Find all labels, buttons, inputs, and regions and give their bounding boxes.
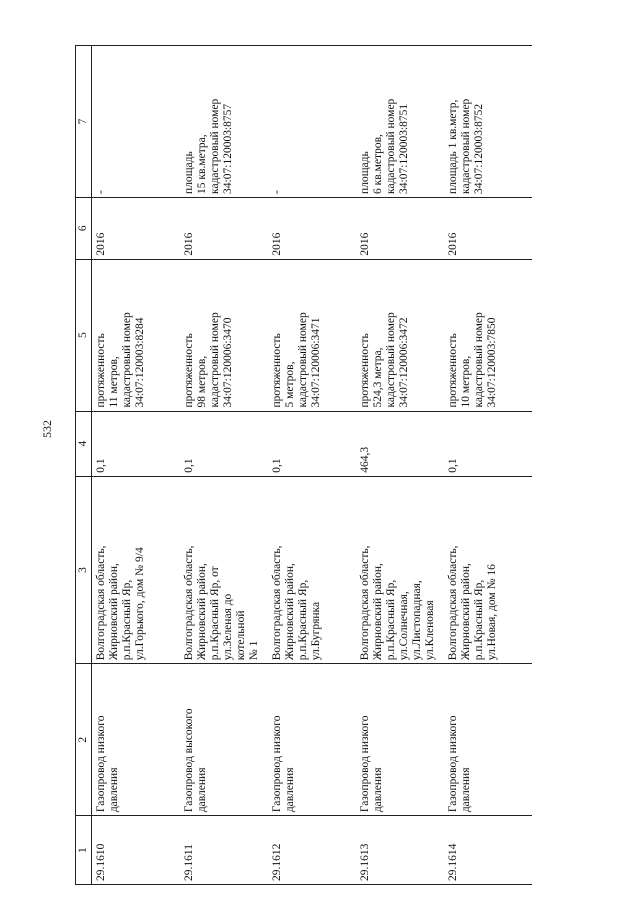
- row-number-cell: 29.1614: [444, 816, 532, 885]
- address-line: Волгоградская область,: [95, 545, 107, 661]
- value-cell: 0,1: [444, 411, 532, 476]
- column-number: 3: [76, 476, 92, 663]
- characteristics-line: 524,3 метра,: [372, 347, 384, 408]
- land-plot-cell: [444, 46, 532, 198]
- land-plot-cell: [268, 46, 356, 198]
- address-line: ул.Солнечная,: [398, 591, 410, 661]
- value-cell: 0,1: [92, 411, 181, 476]
- column-number: 7: [76, 46, 92, 198]
- object-name-line: Газопровод низкого: [95, 715, 107, 813]
- address-line: р.п.Красный Яр,: [385, 579, 397, 661]
- object-name-line: Газопровод низкого: [447, 715, 459, 813]
- characteristics-cell: [92, 259, 181, 411]
- characteristics-cell: [444, 259, 532, 411]
- table-row: [180, 46, 268, 885]
- registry-table: [75, 45, 532, 885]
- object-name-line: Газопровод высокого: [183, 708, 195, 813]
- address-line: Жирновский район,: [196, 563, 208, 661]
- column-number: 1: [76, 816, 92, 885]
- characteristics-line: 5 метров,: [284, 361, 296, 408]
- characteristics-line: кадастровый номер: [473, 312, 485, 408]
- address-line: ул.Кленовая: [424, 600, 436, 661]
- characteristics-line: протяженность: [359, 333, 371, 408]
- address-line: Волгоградская область,: [271, 545, 283, 661]
- column-number: 4: [76, 411, 92, 476]
- address-line: ул.Зеленая до: [222, 593, 234, 661]
- land-plot-line: 34:07:120003:8752: [473, 103, 485, 194]
- year-cell: 2016: [268, 197, 356, 259]
- address-cell: [268, 476, 356, 663]
- address-line: р.п.Красный Яр,: [473, 579, 485, 661]
- address-line: ул.Бугрянка: [310, 601, 322, 661]
- characteristics-line: 11 метров,: [108, 356, 120, 408]
- characteristics-line: протяженность: [183, 333, 195, 408]
- object-name-cell: [268, 664, 356, 816]
- value-cell: 0,1: [180, 411, 268, 476]
- characteristics-line: протяженность: [95, 333, 107, 408]
- land-plot-cell: [356, 46, 444, 198]
- address-cell: [92, 476, 181, 663]
- land-plot-line: площадь 1 кв.метр,: [447, 99, 459, 194]
- year-cell: 2016: [92, 197, 181, 259]
- object-name-line: Газопровод низкого: [359, 715, 371, 813]
- row-number-cell: 29.1610: [92, 816, 181, 885]
- year-cell: 2016: [444, 197, 532, 259]
- land-plot-line: 34:07:120003:8757: [222, 103, 234, 194]
- page-number: 532: [40, 420, 54, 438]
- land-plot-line: 34:07:120003:8751: [398, 103, 410, 194]
- table-row: [444, 46, 532, 885]
- land-plot-line: кадастровый номер: [209, 98, 221, 194]
- object-name-cell: [356, 664, 444, 816]
- year-cell: 2016: [180, 197, 268, 259]
- table-row: [92, 46, 181, 885]
- address-line: № 1: [248, 640, 260, 661]
- address-line: Волгоградская область,: [447, 545, 459, 661]
- land-plot-line: кадастровый номер: [385, 98, 397, 194]
- characteristics-line: 34:07:120003:8284: [134, 317, 146, 408]
- object-name-cell: [444, 664, 532, 816]
- address-cell: [180, 476, 268, 663]
- characteristics-line: протяженность: [447, 333, 459, 408]
- characteristics-line: кадастровый номер: [209, 312, 221, 408]
- address-line: р.п.Красный Яр,: [297, 579, 309, 661]
- object-name-line: давления: [460, 767, 472, 813]
- land-plot-cell: [180, 46, 268, 198]
- object-name-line: давления: [284, 767, 296, 813]
- object-name-cell: [92, 664, 181, 816]
- row-number-cell: 29.1613: [356, 816, 444, 885]
- table-row: [356, 46, 444, 885]
- characteristics-line: протяженность: [271, 333, 283, 408]
- address-cell: [356, 476, 444, 663]
- land-plot-line: площадь: [183, 151, 195, 194]
- address-line: Жирновский район,: [284, 563, 296, 661]
- characteristics-cell: [356, 259, 444, 411]
- characteristics-line: 34:07:120006:3471: [310, 317, 322, 408]
- land-plot-line: кадастровый номер: [460, 98, 472, 194]
- column-number: 6: [76, 197, 92, 259]
- characteristics-line: 10 метров,: [460, 355, 472, 408]
- characteristics-line: 34:07:120003:7850: [486, 317, 498, 408]
- characteristics-line: кадастровый номер: [297, 312, 309, 408]
- address-line: котельной: [235, 610, 247, 661]
- characteristics-line: кадастровый номер: [385, 312, 397, 408]
- land-plot-line: 15 кв.метра,: [196, 134, 208, 194]
- land-plot-line: -: [271, 190, 283, 194]
- row-number-cell: 29.1611: [180, 816, 268, 885]
- rotated-table-container: [75, 45, 535, 885]
- column-number-header: [76, 46, 92, 885]
- land-plot-line: -: [95, 190, 107, 194]
- table-row: [268, 46, 356, 885]
- year-cell: 2016: [356, 197, 444, 259]
- object-name-line: давления: [196, 767, 208, 813]
- land-plot-line: 6 кв.метров,: [372, 134, 384, 194]
- table-body: [92, 46, 533, 885]
- value-cell: 464,3: [356, 411, 444, 476]
- characteristics-line: 98 метров,: [196, 355, 208, 408]
- land-plot-cell: [92, 46, 181, 198]
- address-cell: [444, 476, 532, 663]
- address-line: Жирновский район,: [372, 563, 384, 661]
- column-number: 5: [76, 259, 92, 411]
- object-name-line: Газопровод низкого: [271, 715, 283, 813]
- address-line: ул.Горького, дом № 9/4: [134, 547, 146, 661]
- value-cell: 0,1: [268, 411, 356, 476]
- object-name-cell: [180, 664, 268, 816]
- address-line: ул.Новая, дом № 16: [486, 564, 498, 661]
- characteristics-line: 34:07:120006:3472: [398, 317, 410, 408]
- characteristics-cell: [268, 259, 356, 411]
- characteristics-line: 34:07:120006:3470: [222, 317, 234, 408]
- object-name-line: давления: [108, 767, 120, 813]
- characteristics-line: кадастровый номер: [121, 312, 133, 408]
- address-line: Жирновский район,: [108, 563, 120, 661]
- address-line: Волгоградская область,: [359, 545, 371, 661]
- object-name-line: давления: [372, 767, 384, 813]
- address-line: Жирновский район,: [460, 563, 472, 661]
- address-line: ул.Листопадная,: [411, 580, 423, 661]
- address-line: р.п.Красный Яр,: [121, 579, 133, 661]
- address-line: р.п.Красный Яр, от: [209, 566, 221, 661]
- characteristics-cell: [180, 259, 268, 411]
- row-number-cell: 29.1612: [268, 816, 356, 885]
- land-plot-line: площадь: [359, 151, 371, 194]
- address-line: Волгоградская область,: [183, 545, 195, 661]
- column-number: 2: [76, 664, 92, 816]
